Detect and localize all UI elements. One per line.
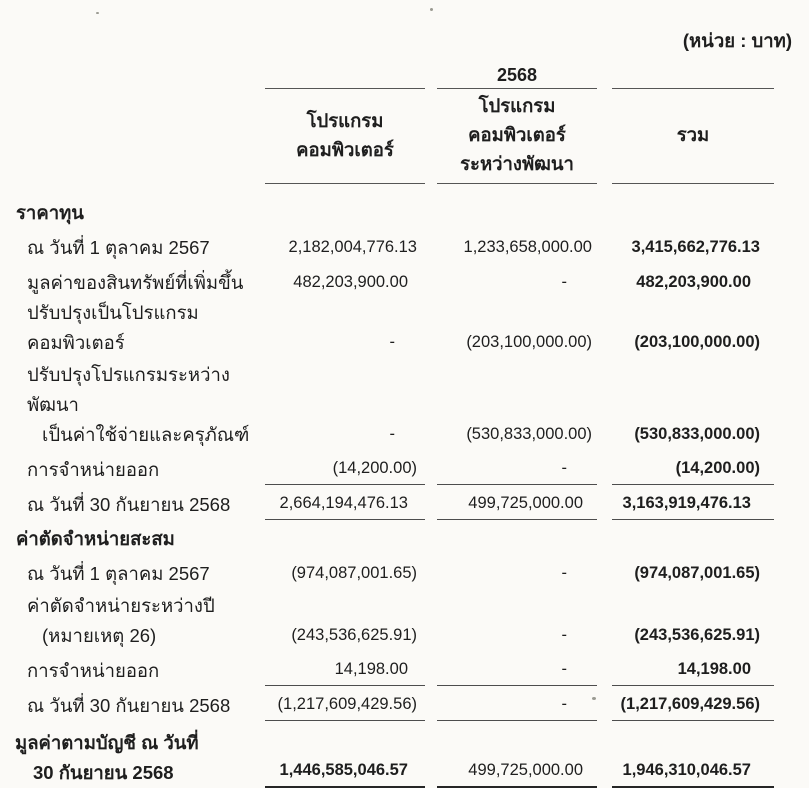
section-label: ราคาทุน bbox=[16, 202, 84, 223]
cell-value: - bbox=[561, 626, 567, 644]
cell-value: (974,087,001.65) bbox=[291, 564, 417, 582]
cell-value: - bbox=[437, 656, 597, 686]
table-row-net-book-value bbox=[0, 726, 809, 788]
col-header-programs-under-development bbox=[437, 89, 597, 184]
table-row-closing-balance-cost bbox=[0, 485, 809, 520]
cell-value: (14,200.00) bbox=[265, 455, 425, 485]
cell-value: - bbox=[389, 425, 395, 443]
row-label: มูลค่าของสินทรัพย์ที่เพิ่มขึ้น bbox=[27, 272, 244, 293]
cell-value: (203,100,000.00) bbox=[466, 333, 592, 351]
table-row-opening-balance-amortization bbox=[0, 554, 809, 589]
table-row-amortization-during-year bbox=[0, 589, 809, 651]
row-label: ปรับปรุงเป็นโปรแกรมคอมพิวเตอร์ bbox=[27, 302, 199, 353]
row-label: ณ วันที่ 1 ตุลาคม 2567 bbox=[27, 563, 210, 584]
row-label: การจำหน่ายออก bbox=[27, 660, 160, 681]
row-label bbox=[0, 726, 265, 788]
cell-value: (243,536,625.91) bbox=[291, 626, 417, 644]
col-header-line: คอมพิวเตอร์ bbox=[296, 138, 394, 160]
row-label: ณ วันที่ 1 ตุลาคม 2567 bbox=[27, 237, 210, 258]
cell-value: (1,217,609,429.56) bbox=[612, 691, 774, 721]
cell-value: (974,087,001.65) bbox=[634, 564, 760, 582]
scan-speck bbox=[592, 697, 596, 700]
scan-speck bbox=[96, 12, 99, 14]
cell-value: (530,833,000.00) bbox=[466, 425, 592, 443]
year-rule-col1 bbox=[265, 61, 425, 89]
row-label-line1: ปรับปรุงโปรแกรมระหว่างพัฒนา bbox=[27, 364, 230, 415]
cell-value: 1,233,658,000.00 bbox=[463, 238, 592, 256]
table-body bbox=[0, 197, 809, 788]
cell-value: (530,833,000.00) bbox=[634, 425, 760, 443]
cell-value: 14,198.00 bbox=[265, 656, 425, 686]
col-header-total bbox=[612, 89, 774, 184]
row-label-line2: เป็นค่าใช้จ่ายและครุภัณฑ์ bbox=[42, 424, 250, 445]
cell-value: 499,725,000.00 bbox=[437, 490, 597, 520]
cell-value: - bbox=[437, 455, 597, 485]
cell-value: 1,446,585,046.57 bbox=[265, 757, 425, 788]
row-label-line2: (หมายเหตุ 26) bbox=[42, 625, 157, 646]
cell-value: 2,664,194,476.13 bbox=[265, 490, 425, 520]
table-row-transfer-to-programs bbox=[0, 298, 809, 358]
cell-value: 482,203,900.00 bbox=[293, 273, 408, 291]
row-label bbox=[0, 358, 265, 450]
cell-value: 3,163,919,476.13 bbox=[612, 490, 774, 520]
cell-value: 482,203,900.00 bbox=[636, 273, 751, 291]
row-label-line2: 30 กันยายน 2568 bbox=[33, 762, 174, 783]
year-header: 2568 bbox=[437, 61, 597, 89]
table-row-closing-balance-amortization bbox=[0, 686, 809, 721]
section-row-cost bbox=[0, 197, 809, 228]
col-header-line: ระหว่างพัฒนา bbox=[460, 153, 574, 174]
cell-value: 1,946,310,046.57 bbox=[612, 757, 774, 788]
section-row-accumulated-amortization bbox=[0, 523, 809, 554]
row-label: ณ วันที่ 30 กันยายน 2568 bbox=[27, 494, 231, 515]
table-row-transfer-to-expense bbox=[0, 358, 809, 450]
cell-value: 499,725,000.00 bbox=[437, 757, 597, 788]
col-header-line: รวม bbox=[676, 124, 710, 145]
row-label-line1: มูลค่าตามบัญชี ณ วันที่ bbox=[15, 732, 199, 753]
cell-value: 2,182,004,776.13 bbox=[288, 238, 417, 256]
table-row-opening-balance-cost bbox=[0, 228, 809, 263]
cell-value: 14,198.00 bbox=[612, 656, 774, 686]
year-rule-col3 bbox=[612, 61, 774, 89]
column-header-row bbox=[0, 89, 809, 184]
table-row-disposals-amortization bbox=[0, 651, 809, 686]
cell-value: (203,100,000.00) bbox=[634, 333, 760, 351]
year-header-row bbox=[0, 61, 809, 89]
cell-value: - bbox=[561, 273, 567, 291]
col-header-line: โปรแกรม bbox=[306, 109, 384, 131]
cell-value: - bbox=[389, 333, 395, 351]
unit-label: (หน่วย : บาท) bbox=[682, 30, 792, 51]
row-label: ณ วันที่ 30 กันยายน 2568 bbox=[27, 695, 231, 716]
cell-value: (1,217,609,429.56) bbox=[265, 691, 425, 721]
row-label bbox=[0, 589, 265, 651]
row-label-line1: ค่าตัดจำหน่ายระหว่างปี bbox=[27, 595, 215, 616]
section-label: ค่าตัดจำหน่ายสะสม bbox=[16, 528, 175, 549]
col-header-computer-programs bbox=[265, 89, 425, 184]
cell-value: 3,415,662,776.13 bbox=[631, 238, 760, 256]
col-header-line: คอมพิวเตอร์ bbox=[468, 124, 566, 145]
table-row-additions bbox=[0, 263, 809, 298]
cell-value: - bbox=[561, 564, 567, 582]
table-row-disposals-cost bbox=[0, 450, 809, 485]
scan-speck bbox=[430, 8, 433, 11]
cell-value: (14,200.00) bbox=[612, 455, 774, 485]
cell-value: (243,536,625.91) bbox=[634, 626, 760, 644]
cell-value: - bbox=[437, 691, 597, 721]
col-header-line: โปรแกรม bbox=[478, 95, 556, 116]
row-label: การจำหน่ายออก bbox=[27, 459, 160, 480]
